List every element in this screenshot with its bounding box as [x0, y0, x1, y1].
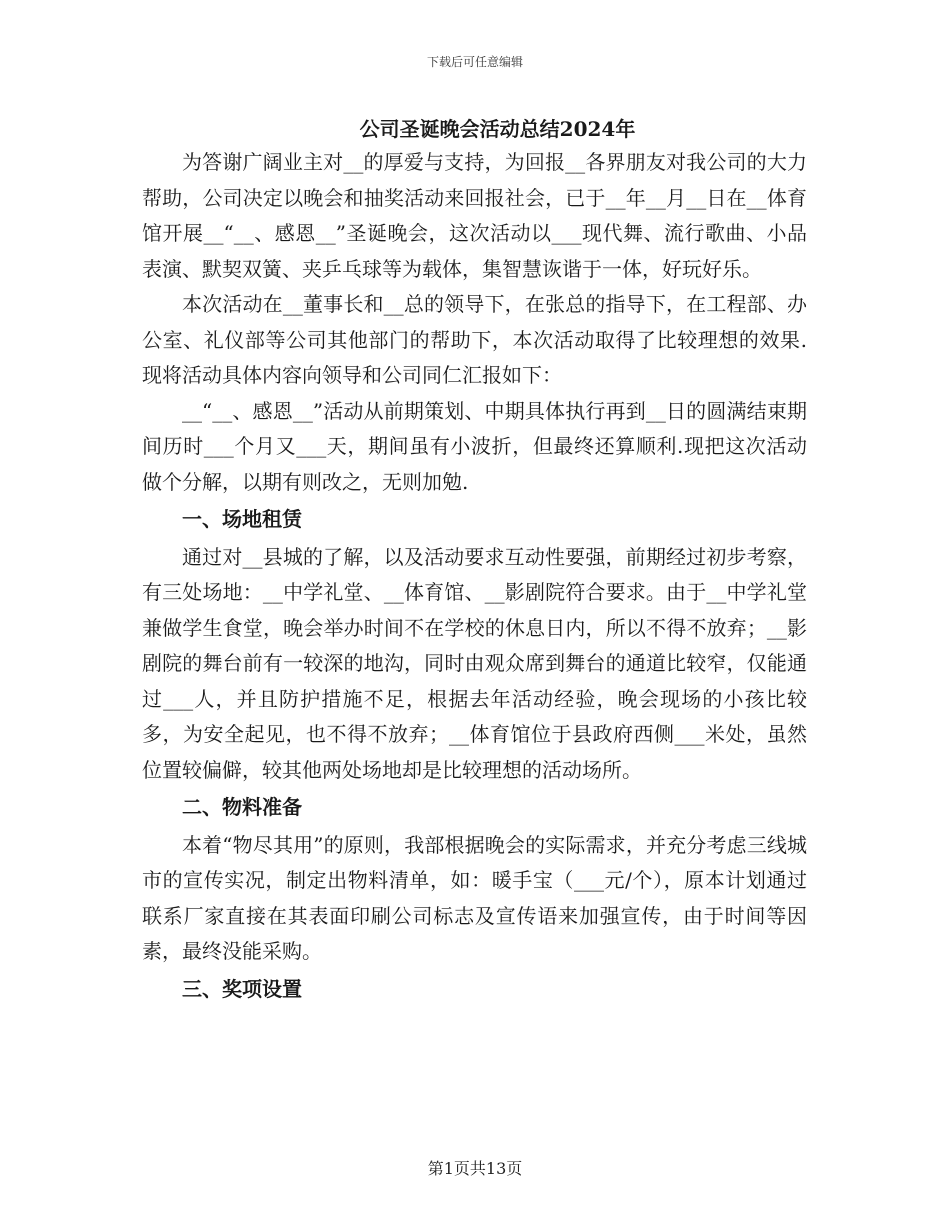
- paragraph-venue: 通过对__县城的了解，以及活动要求互动性要强，前期经过初步考察，有三处场地：__中学礼堂、__体育馆、__影剧院符合要求。由于__中学礼堂兼做学生食堂，晚会举办时间不在学校的休息日内，所以不得不放弃；__影剧院的舞台前有一较深的地沟，同时由观众席到舞台的通道比较窄，仅能通过___人，并且防护措施不足，根据去年活动经验，晚会现场的小孩比较多，为安全起见，也不得不放弃；__体育馆位于县政府西侧___米处，虽然位置较偏僻，较其他两处场地却是比较理想的活动场所。: [142, 544, 807, 782]
- paragraph-leadership: 本次活动在__董事长和__总的领导下，在张总的指导下，在工程部、办公室、礼仪部等公司其他部门的帮助下，本次活动取得了比较理想的效果.现将活动具体内容向领导和公司同仁汇报如下：: [142, 292, 807, 387]
- header-note: 下载后可任意编辑: [426, 55, 523, 69]
- section-heading-venue: 一、场地租赁: [182, 507, 302, 531]
- section-heading-materials: 二、物料准备: [182, 795, 302, 819]
- page-number-footer: 第1页共13页: [427, 1159, 523, 1178]
- section-heading-awards: 三、奖项设置: [182, 976, 302, 1001]
- document-body: [142, 145, 807, 1009]
- paragraph-materials: 本着“物尽其用”的原则，我部根据晚会的实际需求，并充分考虑三线城市的宣传实况，制定出物料清单，如：暖手宝（___元/个），原本计划通过联系厂家直接在其表面印刷公司标志及宣传语来加强宣传，由于时间等因素，最终没能采购。: [142, 832, 807, 963]
- paragraph-overview: __“__、感恩__”活动从前期策划、中期具体执行再到__日的圆满结束期间历时___个月又___天，期间虽有小波折，但最终还算顺利.现把这次活动做个分解，以期有则改之，无则加勉.: [142, 398, 807, 494]
- document-title: 公司圣诞晚会活动总结2024年: [359, 117, 636, 141]
- paragraph-intro: 为答谢广阔业主对__的厚爱与支持，为回报__各界朋友对我公司的大力帮助，公司决定以晚会和抽奖活动来回报社会，已于__年__月__日在__体育馆开展__“__、感恩__”圣诞晚会，这次活动以___现代舞、流行歌曲、小品表演、默契双簧、夹乒乓球等为载体，集智慧诙谐于一体，好玩好乐。: [142, 150, 807, 281]
